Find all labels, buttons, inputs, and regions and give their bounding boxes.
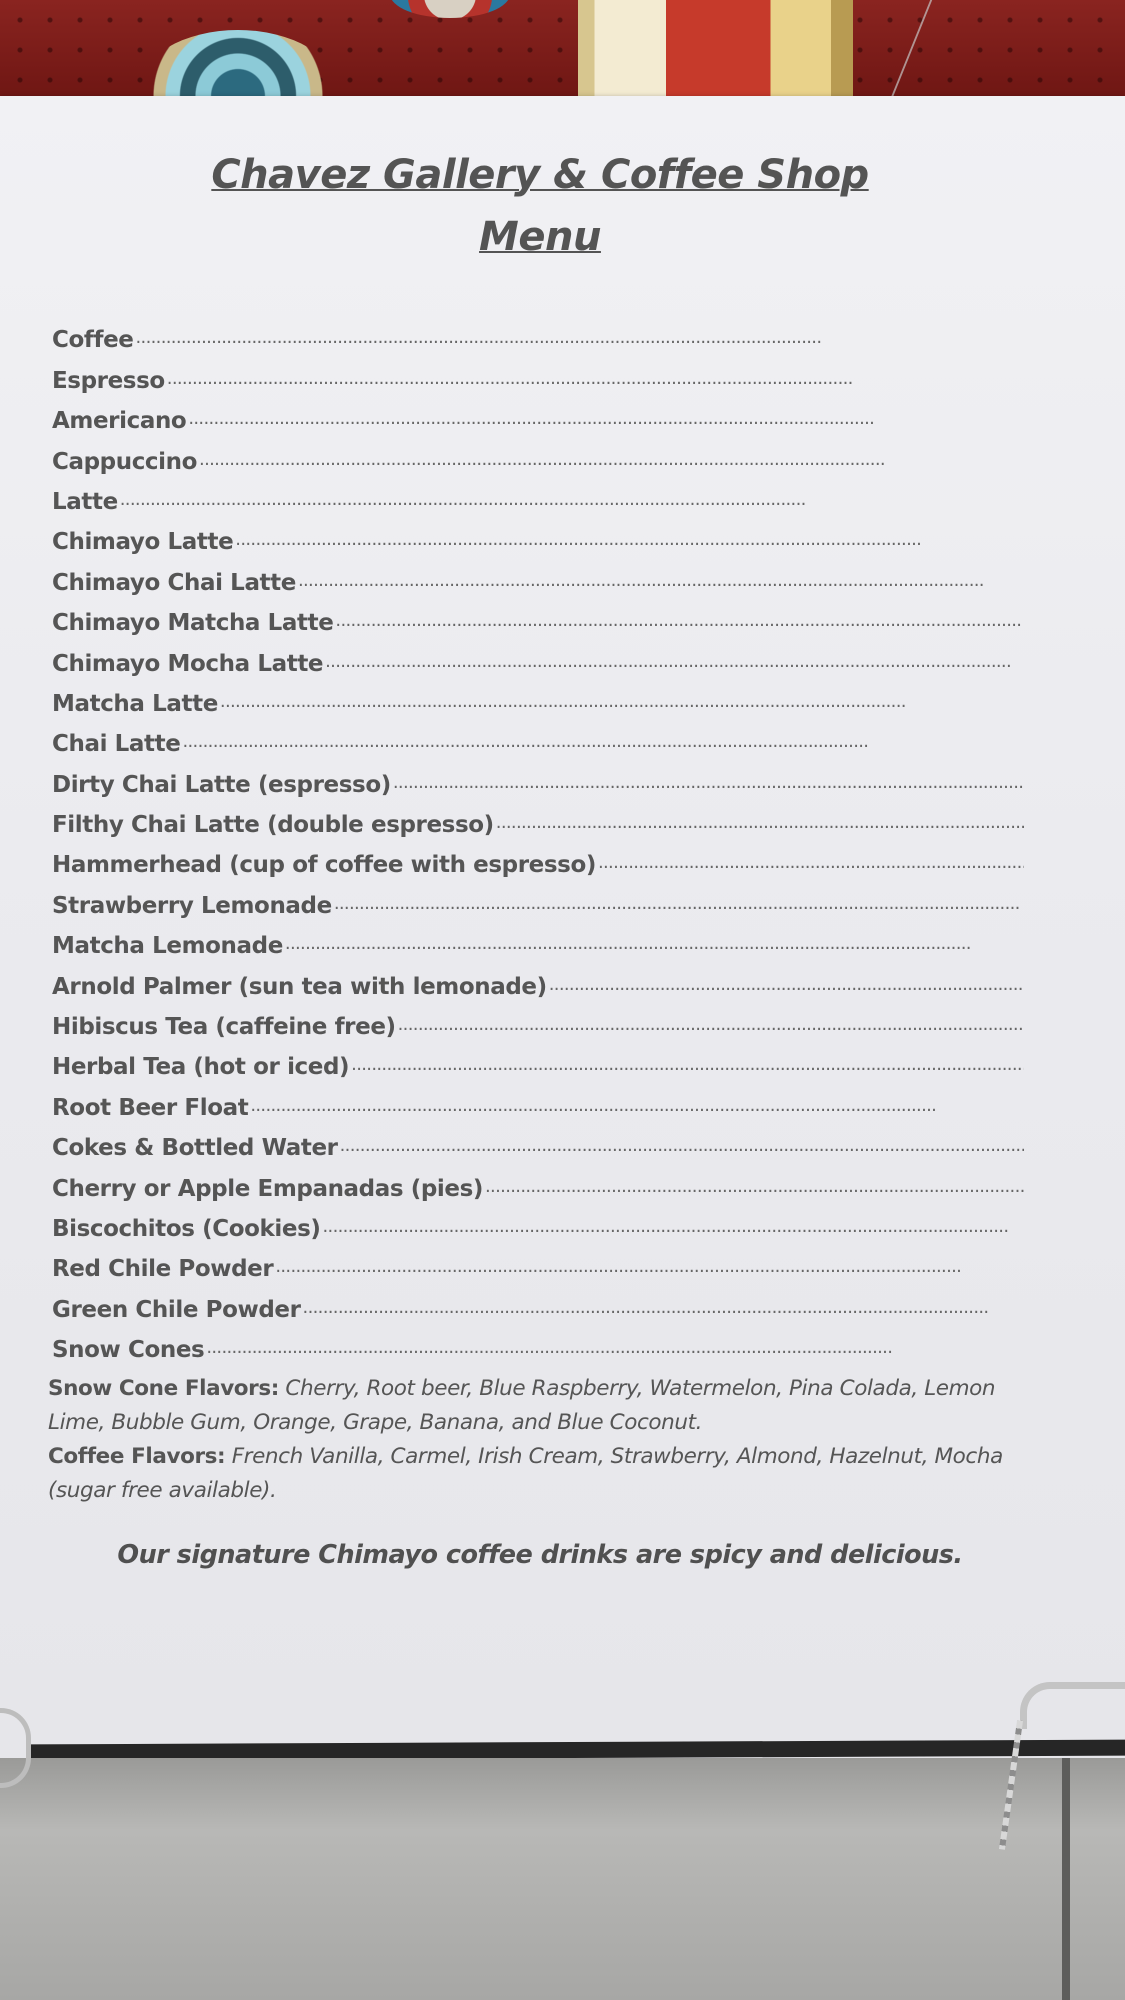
menu-item-label: Filthy Chai Latte (double espresso): [52, 812, 494, 839]
menu-item: [52, 515, 1024, 555]
menu-item: [52, 1040, 1024, 1080]
menu-item-label: Hammerhead (cup of coffee with espresso): [52, 852, 596, 879]
dot-leader: [598, 852, 1024, 873]
menu-item-label: Hibiscus Tea (caffeine free): [52, 1014, 396, 1041]
menu-item-label: Cherry or Apple Empanadas (pies): [52, 1175, 484, 1202]
menu-item: [52, 878, 1024, 918]
dot-leader: [549, 974, 1024, 995]
menu-item: [52, 798, 1024, 838]
menu-item: [52, 1121, 1024, 1161]
menu-item-label: Cappuccino: [52, 448, 198, 475]
coffee-flavors: [48, 1440, 1008, 1508]
dot-leader: [199, 449, 1024, 470]
menu-item: [52, 596, 1024, 636]
menu-item-label: Red Chile Powder: [52, 1256, 274, 1283]
dot-leader: [220, 691, 1024, 712]
dot-leader: [398, 1014, 1024, 1035]
menu-item-label: Chimayo Latte: [52, 529, 234, 556]
snow-cone-flavors: [48, 1372, 1008, 1440]
dot-leader: [485, 1176, 1024, 1197]
dot-leader: [235, 529, 1024, 550]
menu-item: [52, 434, 1024, 474]
dot-leader: [182, 731, 1024, 752]
menu-item: [52, 717, 1024, 757]
menu-item-label: Strawberry Lemonade: [52, 892, 332, 919]
dot-leader: [340, 1135, 1024, 1156]
menu-item: [52, 313, 1024, 353]
menu-item-label: Matcha Lemonade: [52, 933, 283, 960]
dot-leader: [285, 933, 1024, 954]
menu-item: [52, 1202, 1024, 1242]
menu-item: [52, 475, 1024, 515]
dot-leader: [334, 893, 1024, 914]
dot-leader: [325, 651, 1024, 672]
dot-leader: [188, 408, 1024, 429]
menu-item-label: Chimayo Chai Latte: [52, 569, 296, 596]
menu-item: [52, 636, 1024, 676]
menu-subtitle: Menu: [479, 214, 601, 260]
menu-item-label: Snow Cones: [52, 1337, 205, 1364]
menu-item: [52, 757, 1024, 797]
signature-note: Our signature Chimayo coffee drinks are spicy and delicious.: [117, 1540, 963, 1570]
menu-item-label: Arnold Palmer (sun tea with lemonade): [52, 973, 547, 1000]
menu-item-label: Chimayo Mocha Latte: [52, 650, 324, 677]
menu-item-label: Dirty Chai Latte (espresso): [52, 771, 391, 798]
dot-leader: [275, 1256, 1024, 1277]
menu-item: [52, 1000, 1024, 1040]
dot-leader: [250, 1095, 1024, 1116]
menu-item-label: Americano: [52, 408, 187, 435]
menu-item: [52, 555, 1024, 595]
menu-item-label: Cokes & Bottled Water: [52, 1135, 338, 1162]
menu-item: [52, 838, 1024, 878]
menu-item: [52, 394, 1024, 434]
menu-item-label: Coffee: [52, 327, 134, 354]
menu-item: [52, 959, 1024, 999]
menu-item: [52, 1161, 1024, 1201]
menu-list: [52, 313, 1024, 1363]
menu-item-label: Root Beer Float: [52, 1094, 249, 1121]
menu-item-label: Latte: [52, 488, 118, 515]
dot-leader: [303, 1297, 1024, 1318]
menu-item-label: Chimayo Matcha Latte: [52, 610, 334, 637]
display-case-background: [0, 1758, 1125, 2000]
flavors-section: [48, 1372, 1008, 1508]
dot-leader: [393, 772, 1024, 793]
dot-leader: [298, 570, 1024, 591]
menu-title: Chavez Gallery & Coffee Shop: [211, 152, 869, 198]
menu-item: [52, 1323, 1024, 1363]
snow-cone-flavors-text: Cherry, Root beer, Blue Raspberry, Watermelon, Pina Colada, Lemon Lime, Bubble Gum, Orange, Grape, Banana, and Blue Coconut.: [48, 1376, 996, 1435]
case-post: [1062, 1758, 1070, 2000]
menu-item-label: Green Chile Powder: [52, 1296, 301, 1323]
menu-item: [52, 677, 1024, 717]
menu-item: [52, 1242, 1024, 1282]
snow-cone-flavors-label: Snow Cone Flavors:: [48, 1376, 279, 1401]
menu-item: [52, 1080, 1024, 1120]
menu-item-label: Matcha Latte: [52, 690, 218, 717]
menu-item-label: Chai Latte: [52, 731, 181, 758]
menu-item: [52, 1282, 1024, 1322]
menu-item-label: Herbal Tea (hot or iced): [52, 1054, 350, 1081]
menu-item-label: Espresso: [52, 367, 165, 394]
dot-leader: [335, 610, 1024, 631]
dot-leader: [167, 368, 1024, 389]
wall-artwork: [578, 0, 853, 98]
menu-item: [52, 919, 1024, 959]
menu-item-label: Biscochitos (Cookies): [52, 1215, 321, 1242]
coffee-flavors-text: French Vanilla, Carmel, Irish Cream, Strawberry, Almond, Hazelnut, Mocha (sugar free available).: [48, 1444, 1003, 1503]
dot-leader: [206, 1337, 1024, 1358]
coffee-flavors-label: Coffee Flavors:: [48, 1444, 226, 1469]
dot-leader: [496, 812, 1024, 833]
wire-clip-right: [1020, 1682, 1125, 1729]
dot-leader: [120, 489, 1024, 510]
dot-leader: [351, 1054, 1024, 1075]
dot-leader: [136, 327, 1025, 348]
menu-item: [52, 353, 1024, 393]
dot-leader: [323, 1216, 1025, 1237]
